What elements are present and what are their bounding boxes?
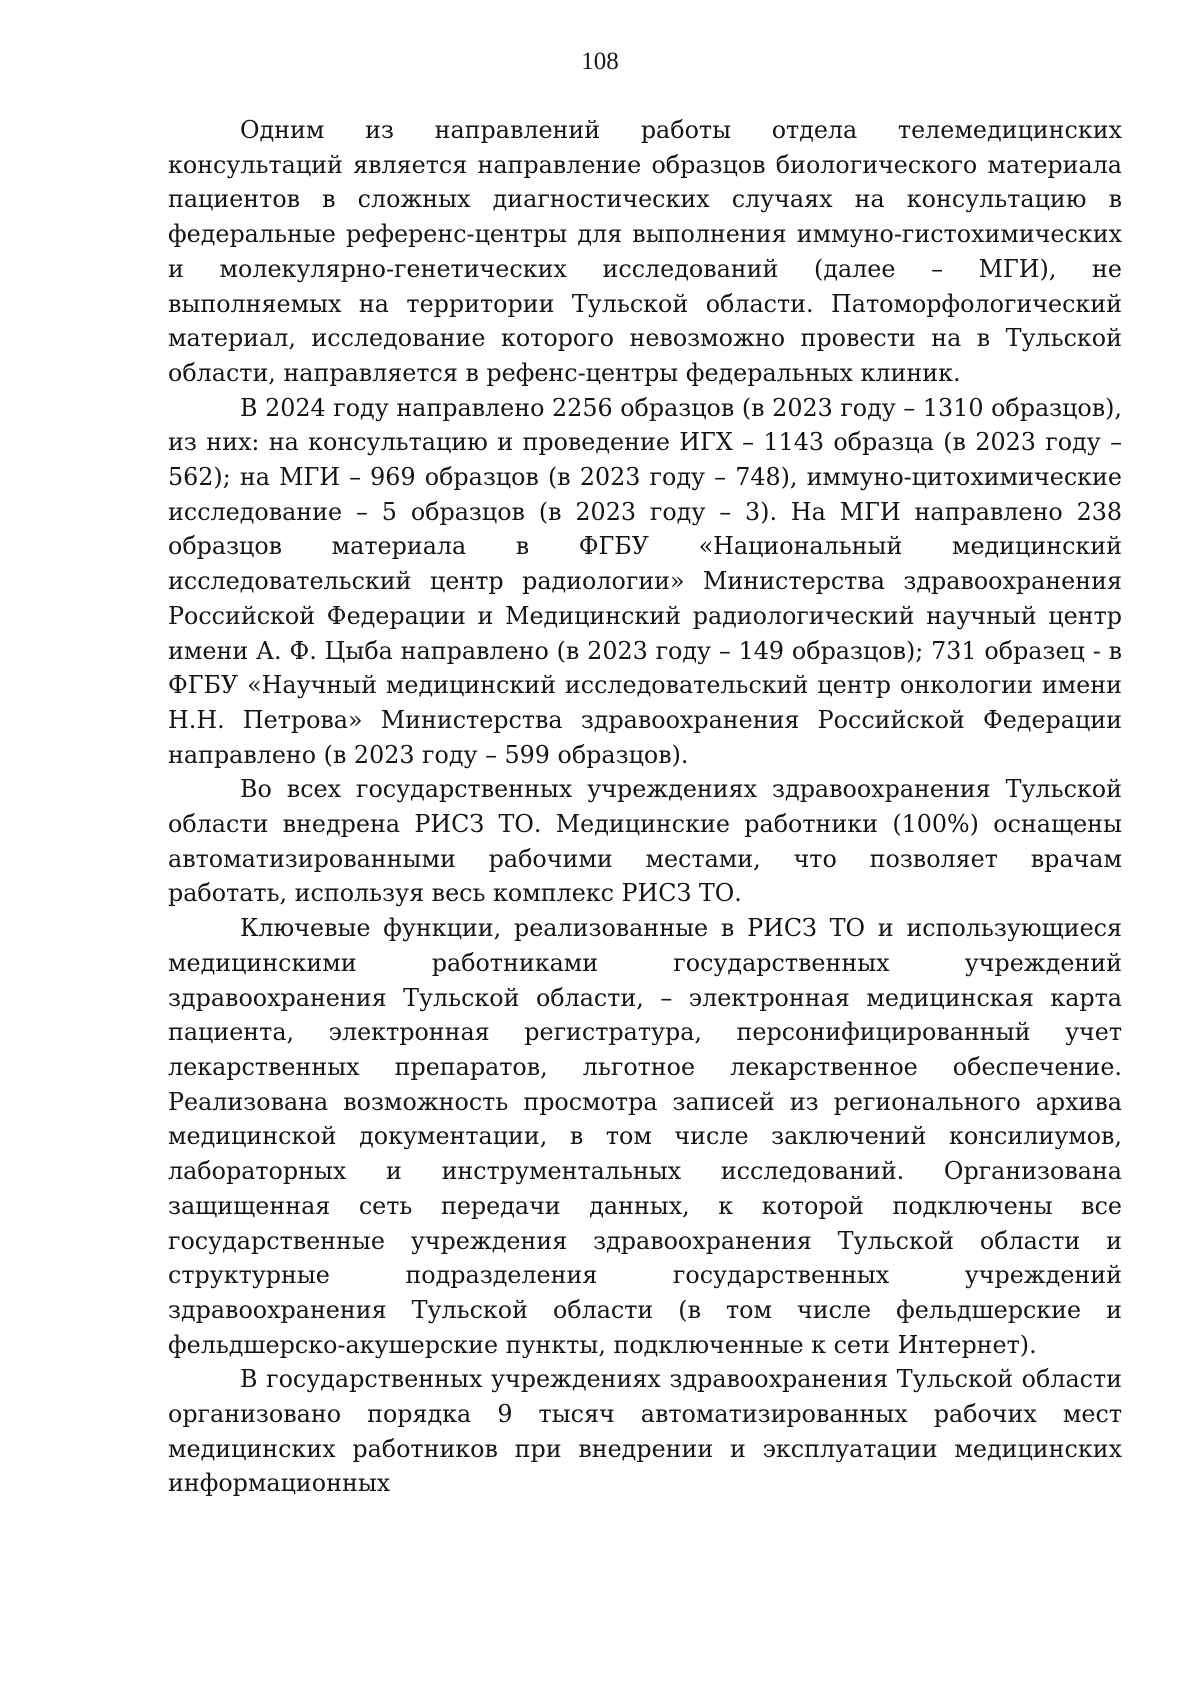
document-body [168, 113, 1122, 1501]
paragraph-workstations: В государственных учреждениях здравоохранения Тульской области организовано порядка 9 тысяч автоматизированных рабочих мест медицинских работников при внедрении и эксплуатации медицинских информационных [168, 1365, 1122, 1498]
paragraph-samples-statistics: В 2024 году направлено 2256 образцов (в 2023 году – 1310 образцов), из них: на консультацию и проведение ИГХ – 1143 образца (в 2023 году – 562); на МГИ – 969 образцов (в 2023 году – 748), иммуно-цитохимические исследование – 5 образцов (в 2023 году – 3). На МГИ направлено 238 образцов материала в ФГБУ «Национальный медицинский исследовательский центр радиологии» Министерства здравоохранения Российской Федерации и Медицинский радиологический научный центр имени А. Ф. Цыба направлено (в 2023 году – 149 образцов); 731 образец - в ФГБУ «Научный медицинский исследовательский центр онкологии имени Н.Н. Петрова» Министерства здравоохранения Российской Федерации направлено (в 2023 году – 599 образцов). [168, 393, 1122, 769]
paragraph-risz-implementation: Во всех государственных учреждениях здравоохранения Тульской области внедрена РИСЗ ТО. Медицинские работники (100%) оснащены автоматизированными рабочими местами, что позволяет врачам работать, используя весь комплекс РИСЗ ТО. [168, 775, 1122, 908]
page-number: 108 [581, 48, 619, 75]
paragraph-key-functions: Ключевые функции, реализованные в РИСЗ ТО и использующиеся медицинскими работниками государственных учреждений здравоохранения Тульской области, – электронная медицинская карта пациента, электронная регистратура, персонифицированный учет лекарственных препаратов, льготное лекарственное обеспечение. Реализована возможность просмотра записей из регионального архива медицинской документации, в том числе заключений консилиумов, лабораторных и инструментальных исследований. Организована защищенная сеть передачи данных, к которой подключены все государственные учреждения здравоохранения Тульской области и структурные подразделения государственных учреждений здравоохранения Тульской области (в том числе фельдшерские и фельдшерско-акушерские пункты, подключенные к сети Интернет). [168, 914, 1122, 1359]
paragraph-telemedicine-department: Одним из направлений работы отдела телемедицинских консультаций является направление образцов биологического материала пациентов в сложных диагностических случаях на консультацию в федеральные референс-центры для выполнения иммуно-гистохимических и молекулярно-генетических исследований (далее – МГИ), не выполняемых на территории Тульской области. Патоморфологический материал, исследование которого невозможно провести на в Тульской области, направляется в рефенс-центры федеральных клиник. [168, 116, 1122, 387]
